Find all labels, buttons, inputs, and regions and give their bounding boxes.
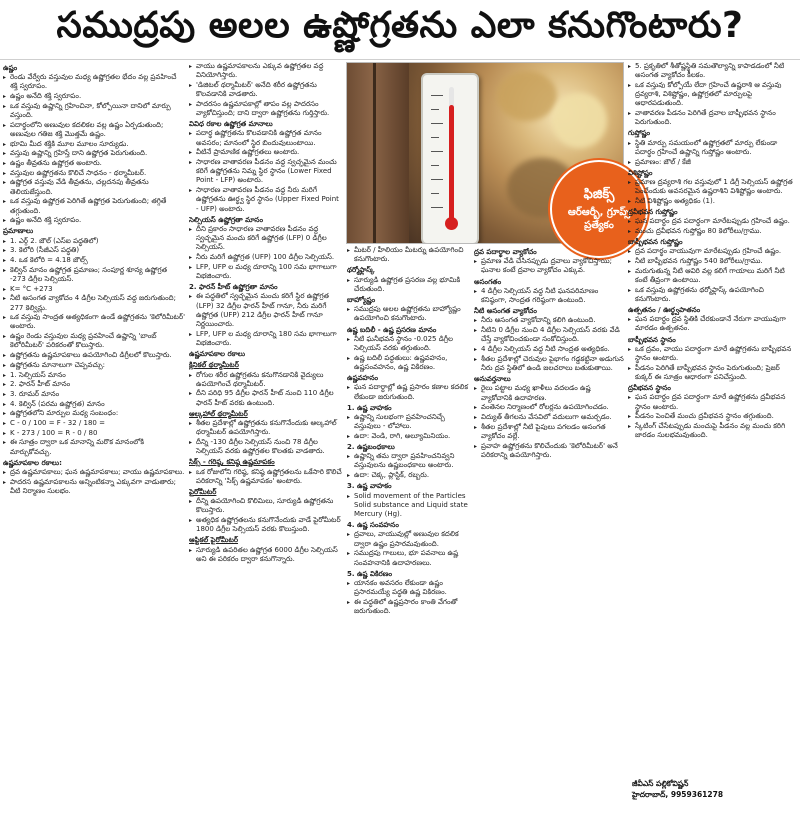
article-column-4 <box>474 246 624 810</box>
list-item: ▸ ప్రమాణం: జౌల్ / కేజీ <box>628 158 798 167</box>
list-item: ▸ ఘన పదార్థం ద్రవ పదార్థంగా మారేటప్పుడు గ్రహించే ఉష్ణం. <box>628 217 798 226</box>
list-item: ▸ స్థితి మార్పు సమయంలో ఉష్ణోగ్రతలో మార్పు లేకుండా పదార్థం గ్రహించే ఉష్ణాన్ని గుప్తోష్ణం అంటారు. <box>628 139 798 157</box>
list-item: ▸ ద్రవ పదార్థం వాయువుగా మారేటప్పుడు గ్రహించే ఉష్ణం. <box>628 247 798 256</box>
bullet-list <box>189 371 343 408</box>
section-heading: ప్రమాణాలు <box>3 227 34 236</box>
list-item: ▸ ఈ పద్ధతిలో స్వచ్ఛమైన మంచు కరిగే స్థిర ఉష్ణోగ్రత (LFP) 32 డిగ్రీల ఫారన్ హీట్ గానూ, నీరు మరిగే ఉష్ణోగ్రత (UFP) 212 డిగ్రీల ఫారన్ హీట్ గానూ నిర్ణయించారు. <box>189 292 343 329</box>
list-item: ▸ 3. కెలోరి (సీజీఎస్ పద్ధతి) <box>3 246 185 255</box>
list-item: ▸ వంతెనల నిర్మాణంలో రోలర్లను ఉపయోగించడం. <box>474 403 624 412</box>
list-item: ▸ పదార్థంలోని అణువుల కదలికల వల్ల ఉష్ణం ఏర్పడుతుంది; అణువుల గతిజ శక్తి మొత్తమే ఉష్ణం. <box>3 121 185 139</box>
list-item: ▸ శీతల ప్రదేశాల్లో నీటి పైపులు పగలడం అసంగత వ్యాకోచం వల్లే. <box>474 423 624 441</box>
bullet-list <box>189 292 343 348</box>
list-item: ▸ ఈ పద్ధతిలో ఉష్ణప్రసారం కాంతి వేగంతో జరుగుతుంది. <box>347 598 471 616</box>
section-heading: ఉష్ణమాపకాల రకాలు: <box>3 458 62 467</box>
list-item: ▸ 4 డిగ్రీల సెల్సియస్ వద్ద నీటి ఘనపరిమాణం కనిష్ఠంగా, సాంద్రత గరిష్ఠంగా ఉంటుంది. <box>474 287 624 305</box>
bullet-list <box>189 225 343 281</box>
bokeh-leaf <box>552 93 607 148</box>
bullet-list <box>347 383 471 401</box>
bullet-list <box>347 246 471 264</box>
list-item: ▸ ఘన పదార్థం ద్రవ పదార్థంగా మారే ఉష్ణోగ్రతను ద్రవీభవన స్థానం అంటారు. <box>628 393 798 411</box>
bullet-list <box>189 129 343 213</box>
list-item: ▸ వస్తువు ఉష్ణాన్ని గ్రహిస్తే దాని ఉష్ణోగ్రత పెరుగుతుంది. <box>3 149 185 158</box>
list-item: ▸ కెల్విన్ మానం ఉష్ణోగ్రత ప్రమాణం; సంపూర్ణ శూన్య ఉష్ణోగ్రత -273 డిగ్రీల సెల్సియస్. <box>3 266 185 284</box>
section-heading: సెల్సియస్ ఉష్ణోగ్రతా మానం <box>189 215 264 224</box>
article-column-3 <box>347 246 471 810</box>
author-name: జీవీఎస్ పల్లికోవిష్ణన్ <box>632 779 689 788</box>
list-item: ▸ రైలు పట్టాల మధ్య ఖాళీలు వదలడం ఉష్ణ వ్యాకోచానికి ఉదాహరణ. <box>474 384 624 402</box>
section-heading: విశిష్టోష్ణం <box>628 168 653 177</box>
section-heading: 3. ఉష్ణ వాహకం <box>347 482 392 491</box>
list-item: ▸ ఒక ద్రవం, వాయు పదార్థంగా మారే ఉష్ణోగ్రతను బాష్పీభవన స్థానం అంటారు. <box>628 345 798 363</box>
bullet-list <box>347 530 471 567</box>
section-heading: ఉష్ణ బదిలీ - ఉష్ణ ప్రసరణ మానం <box>347 325 437 334</box>
section-heading: ద్రవీభవన గుప్తోష్ణం <box>628 208 678 217</box>
section-heading: బాహ్యోష్ణం <box>347 296 376 305</box>
section-heading: గుప్తోష్ణం <box>628 129 651 138</box>
list-item: ▸ నీటి అసంగత వ్యాకోచం 4 డిగ్రీల సెల్సియస్ వద్ద జరుగుతుంది; 277 కెల్విన్లు. <box>3 294 185 312</box>
section-heading: 4. ఉష్ణ సంవహనం <box>347 521 399 530</box>
bullet-list <box>474 287 624 305</box>
section-heading: 1. ఉష్ణ వాహకం <box>347 403 392 412</box>
bullet-list <box>347 276 471 294</box>
scale-tick <box>431 207 443 208</box>
list-item: ▸ ఉష్ణోగ్రతను ఉష్ణమాపకాలు ఉపయోగించి డిగ్రీలలో కొలుస్తారు. <box>3 351 185 360</box>
sub-heading: సిక్స్ - గరిష్ఠ, కనిష్ఠ ఉష్ణమాపకం <box>189 458 275 467</box>
list-item: ▸ ఉష్ణం అనేది శక్తి స్వరూపం. <box>3 92 185 101</box>
scale-tick <box>431 179 443 180</box>
badge-special: ప్రత్యేకం <box>584 219 614 231</box>
bullet-list <box>628 217 798 236</box>
bullet-list <box>189 468 343 486</box>
list-item: ▸ నీటి విశిష్టోష్ణం అత్యధికం (1). <box>628 197 798 206</box>
bullet-list <box>474 384 624 460</box>
scale-tick <box>431 151 443 152</box>
section-heading: 2. ఫారన్ హీట్ ఉష్ణోగ్రతా మానం <box>189 283 278 292</box>
section-heading: బాష్పీభవన గుప్తోష్ణం <box>628 238 683 247</box>
bullet-list <box>628 139 798 167</box>
bullet-list <box>628 247 798 304</box>
bullet-list <box>347 492 471 520</box>
section-heading: ఉష్ణమాపకాల రకాలు <box>189 350 246 359</box>
list-item: ▸ శీతల ప్రదేశాల్లో చెరువుల పైభాగం గడ్డకట్టినా అడుగున నీరు ద్రవ స్థితిలో ఉండి జలచరాలు బతుకుతాయి. <box>474 355 624 373</box>
list-item: ▸ LFP, UFP ల మధ్య దూరాన్ని 100 సమ భాగాలుగా విభజించారు. <box>189 263 343 281</box>
section-heading: ఉష్ణం <box>3 64 18 72</box>
sub-heading: ఆప్టికల్ పైరోమీటర్ <box>189 536 239 545</box>
bullet-list <box>347 305 471 323</box>
bullet-list <box>347 452 471 480</box>
bullet-list <box>628 315 798 333</box>
list-item: ▸ 4. కెల్విన్ (పరమ ఉష్ణోగ్రత) మానం <box>3 400 185 409</box>
list-item: ▸ సూర్యుడి ఉపరితల ఉష్ణోగ్రత 6000 డిగ్రీల సెల్సియస్ అని ఈ పరికరం ద్వారా కనుగొన్నారు. <box>189 546 343 564</box>
list-item: ▸ 4. ఒక కెలోరి = 4.18 జౌల్స్ <box>3 256 185 265</box>
list-item: ▸ ఉష్ణం తీవ్రతను ఉష్ణోగ్రత అంటారు. <box>3 159 185 168</box>
list-item: ▸ 4 డిగ్రీల సెల్సియస్ వద్ద నీటి సాంద్రత అత్యధికం. <box>474 345 624 354</box>
thermometer-mercury <box>449 105 454 223</box>
list-item: ▸ 'డిజిటల్ థర్మామీటర్' అనేది శరీర ఉష్ణోగ్రతను కొలవడానికి వాడతారు. <box>189 81 343 99</box>
bullet-list <box>189 419 343 456</box>
list-item: ▸ రెండు వేర్వేరు వస్తువుల మధ్య ఉష్ణోగ్రతల భేదం వల్ల ప్రవహించే శక్తి స్వరూపం. <box>3 73 185 91</box>
section-heading: అసంగతం <box>474 277 502 286</box>
list-item: ▸ ఈ సూత్రం ద్వారా ఒక మానాన్ని మరొక మానంలోకి మార్చుకోవచ్చు. <box>3 438 185 456</box>
bullet-list <box>347 413 471 441</box>
list-item: ▸ ఒక వస్తువు కోల్పోయే లేదా గ్రహించే ఉష్ణరాశి ఆ వస్తువు ద్రవ్యరాశి, విశిష్టోష్ణం, ఉష్ణోగ్రతలో మార్పులపై ఆధారపడుతుంది. <box>628 81 798 109</box>
list-item: ▸ దీన్ని -130 డిగ్రీల సెల్సియస్ నుంచి 78 డిగ్రీల సెల్సియస్ వరకు ఉష్ణోగ్రతల కొలతకు వాడతారు. <box>189 438 343 456</box>
list-item: ▸ మీటర్ / హీలియం మీటర్ను ఉపయోగించి కనుగొంటారు. <box>347 246 471 264</box>
list-item: ▸ ఉష్ణోగ్రతలోని మార్పుల మధ్య సంబంధం: <box>3 409 185 418</box>
thermometer-bulb <box>445 217 458 230</box>
scale-tick <box>431 123 443 124</box>
bullet-list <box>3 237 185 457</box>
list-item: ▸ నీరు మరిగే ఉష్ణోగ్రత (UFP) 100 డిగ్రీల సెల్సియస్. <box>189 253 343 262</box>
badge-exams: ఆర్ఆర్బీ, గ్రూప్స్ <box>567 206 631 218</box>
bullet-list <box>189 546 343 564</box>
section-heading: అనువర్తనాలు <box>474 375 511 384</box>
list-item: ▸ వీటినే ప్రామాణిక ఉష్ణోగ్రతలు అంటారు. <box>189 148 343 157</box>
bokeh-leaf <box>497 71 557 121</box>
list-item: ▸ 3. రూమర్ మానం <box>3 390 185 399</box>
list-item: ▸ 2. ఫారన్ హీట్ మానం <box>3 380 185 389</box>
list-item: ▸ పదార్థ ఉష్ణోగ్రతను కొలవడానికి ఉష్ణోగ్రత మానం అవసరం; మానంలో స్థిర బిందువులుంటాయి. <box>189 129 343 147</box>
scale-tick <box>431 193 439 194</box>
list-item: ▸ ఒక వస్తువు ఉష్ణోగ్రత పెరిగితే ఉష్ణోగ్రత పెరుగుతుంది; తగ్గితే తగ్గుతుంది. <box>3 197 185 215</box>
bullet-list <box>628 345 798 382</box>
list-item: ▸ ప్రమాణ వేడి చేసినప్పుడు ద్రవాలు వ్యాకోచిస్తాయి; ఘనాల కంటే ద్రవాల వ్యాకోచం ఎక్కువ. <box>474 257 624 275</box>
bullet-list <box>628 393 798 440</box>
list-item: ▸ ఉష్ణం రెండు వస్తువుల మధ్య ప్రవహించే ఉష్ణాన్ని 'బాంబ్ కెలోరిమీటర్' పరికరంతో కొలుస్తారు. <box>3 332 185 350</box>
list-item: ▸ వస్తువుల ఉష్ణోగ్రతను కొలిచే సాధనం - థర్మామీటర్. <box>3 169 185 178</box>
list-item: ▸ పాదరసం ఉష్ణమాపకాల్లో తాపం వల్ల పాదరసం వ్యాకోచిస్తుంది; దాని ద్వారా ఉష్ణోగ్రతను గుర్తిస్తారు. <box>189 100 343 118</box>
list-item: ▸ సూర్యుడి ఉష్ణోగ్రత ప్రసరణ వల్ల భూమికి చేరుతుంది. <box>347 276 471 294</box>
article-column-5 <box>628 62 798 810</box>
list-item: ▸ పీడనం పెరిగితే బాష్పీభవన స్థానం పెరుగుతుంది; ప్రెజర్ కుక్కర్ ఈ సూత్రం ఆధారంగా పనిచేస్తుంది. <box>628 364 798 382</box>
list-item: ▸ LFP, UFP ల మధ్య దూరాన్ని 180 సమ భాగాలుగా విభజించారు. <box>189 330 343 348</box>
list-item: ▸ 1. సెల్సియస్ మానం <box>3 371 185 380</box>
list-item: ▸ నీటిని 0 డిగ్రీల నుంచి 4 డిగ్రీల సెల్సియస్ వరకు వేడి చేస్తే వ్యాకోచించకుండా సంకోచిస్తుంది. <box>474 326 624 344</box>
list-item: ▸ ద్రవాలు, వాయువుల్లో అణువుల కదలిక ద్వారా ఉష్ణం ప్రసారమవుతుంది. <box>347 530 471 548</box>
list-item: ▸ విద్యుత్ తీగలను వేసవిలో వదులుగా అమర్చడం. <box>474 413 624 422</box>
list-item: ▸ ఘన పదార్థం ద్రవ స్థితికి చేరకుండానే నేరుగా వాయువుగా మారడం ఉత్పతనం. <box>628 315 798 333</box>
bullet-list <box>474 257 624 275</box>
list-item: ▸ ఉష్ణం అనేది శక్తి స్వరూపం. <box>3 216 185 225</box>
bullet-list <box>347 335 471 372</box>
section-heading: వివిధ రకాల ఉష్ణోగ్రత మానాలు <box>189 120 273 129</box>
list-item: ▸ 1. ఎర్గ్ 2. జౌల్ (ఎస్ఐ పద్ధతిలో) <box>3 237 185 246</box>
list-item: ▸ ఉష్ణోగ్రత వస్తువు వేడి తీవ్రతను, చల్లదనపు తీవ్రతను తెలియజేస్తుంది. <box>3 178 185 196</box>
bullet-list <box>189 497 343 534</box>
list-item: ▸ సముద్రపు అలల ఉష్ణోగ్రతను బాహ్యోష్ణం ఉపయోగించి కనుగొంటారు. <box>347 305 471 323</box>
bullet-list <box>3 468 185 496</box>
list-item: ▸ K= °C +273 <box>3 285 185 294</box>
section-heading: ద్రవీభవన స్థానం <box>628 384 671 393</box>
list-item: ▸ వాయు ఉష్ణమాపకాలను ఎక్కువ ఉష్ణోగ్రతల వద్ద వినియోగిస్తారు. <box>189 62 343 80</box>
list-item: ▸ దీని ప్రకారం సాధారణ వాతావరణ పీడనం వద్ద స్వచ్ఛమైన మంచు కరిగే ఉష్ణోగ్రత (LFP) 0 డిగ్రీల సెల్సియస్. <box>189 225 343 253</box>
list-item: ▸ ఉదా: వెండి, రాగి, అల్యూమినియం. <box>347 432 471 441</box>
list-item: ▸ ద్రవ ఉష్ణమాపకాలు; ఘన ఉష్ణమాపకాలు; వాయు ఉష్ణమాపకాలు. <box>3 468 185 477</box>
scale-tick <box>431 95 443 96</box>
list-item: ▸ శీతల ప్రదేశాల్లో ఉష్ణోగ్రతను కనుగొనేందుకు ఆల్కహాల్ థర్మామీటర్ ఉపయోగిస్తారు. <box>189 419 343 437</box>
author-byline <box>632 778 792 808</box>
list-item: ▸ ఉదా: చెక్క, ప్లాస్టిక్, రబ్బరు. <box>347 471 471 480</box>
list-item: ▸ దీన్ని ఉపయోగించి కొలిమిలు, సూర్యుడి ఉష్ణోగ్రతను కొలుస్తారు. <box>189 497 343 515</box>
list-item: ▸ పీడనం పెంచితే మంచు ద్రవీభవన స్థానం తగ్గుతుంది. <box>628 412 798 421</box>
list-item: ▸ సాధారణ వాతావరణ పీడనం వద్ద స్వచ్ఛమైన మంచు కరిగే ఉష్ణోగ్రతను నిమ్న స్థిర స్థానం (Lower Fixed Point - LFP) అంటారు. <box>189 158 343 186</box>
list-item: ▸ ఒక వస్తువు సాంద్రత అత్యధికంగా ఉండే ఉష్ణోగ్రతను 'కెలోరిమీటర్' అంటారు. <box>3 313 185 331</box>
article-column-1 <box>3 62 185 810</box>
section-heading: ఉత్పతనం / ఊర్థ్వపాతనం <box>628 306 701 315</box>
list-item: ▸ పాదరస ఉష్ణమాపకాలను అన్నింటికన్నా ఎక్కువగా వాడుతారు; వీటి నిర్మాణం సులభం. <box>3 478 185 496</box>
bullet-list <box>189 62 343 118</box>
list-item: ▸ ఘన పదార్థాల్లో ఉష్ణ ప్రసారం కణాల కదలిక లేకుండా జరుగుతుంది. <box>347 383 471 401</box>
sub-heading: క్లినికల్ థర్మామీటర్ <box>189 361 239 370</box>
list-item: ▸ రోగుల శరీర ఉష్ణోగ్రతను కనుగొనడానికి వైద్యులు ఉపయోగించే థర్మామీటర్. <box>189 371 343 389</box>
list-item: ▸ వాతావరణ పీడనం పెరిగితే ద్రవాల బాష్పీభవన స్థానం పెరుగుతుంది. <box>628 109 798 127</box>
list-item: ▸ మరుగుతున్న నీటి ఆవిరి వల్ల కలిగే గాయాలు మరిగే నీటి కంటే తీవ్రంగా ఉంటాయి. <box>628 267 798 285</box>
list-item: ▸ నీరు అసంగత వ్యాకోచాన్ని కలిగి ఉంటుంది. <box>474 316 624 325</box>
sub-heading: పైరోమీటర్ <box>189 487 217 496</box>
wall-seam <box>373 63 376 244</box>
list-item: ▸ నీటి బాష్పీభవన గుప్తోష్ణం 540 కెలోరీలు/గ్రాము. <box>628 257 798 266</box>
list-item: ▸ సముద్రపు గాలులు, భూ పవనాలు ఉష్ణ సంవహనానికి ఉదాహరణలు. <box>347 549 471 567</box>
list-item: ▸ ప్రవాహ ఉష్ణోగ్రతను కొలిచేందుకు 'కెలోరిమీటర్' అనే పరికరాన్ని ఉపయోగిస్తారు. <box>474 442 624 460</box>
list-item: ▸ ఉష్ణోగ్రతను మానాలుగా చెప్పవచ్చు: <box>3 361 185 370</box>
bullet-list <box>628 62 798 127</box>
list-item: ▸ C - 0 / 100 = F - 32 / 180 = <box>3 419 185 428</box>
list-item: ▸ యానకం అవసరం లేకుండా ఉష్ణం ప్రసారమయ్యే పద్ధతి ఉష్ణ వికిరణం. <box>347 579 471 597</box>
scale-tick <box>431 137 439 138</box>
wall-panel <box>347 63 409 244</box>
section-heading: 2. ఉష్ణబంధకాలు <box>347 443 395 452</box>
badge-subject: ఫిజిక్స్ <box>583 186 615 202</box>
list-item: ▸ స్కేటింగ్ చేసేటప్పుడు మంచుపై పీడనం వల్ల మంచు కరిగి జారడం సులభమవుతుంది. <box>628 422 798 440</box>
scale-tick <box>431 165 439 166</box>
bullet-list <box>347 579 471 616</box>
thermometer-icon <box>421 73 479 244</box>
list-item: ▸ K - 273 / 100 = R - 0 / 80 <box>3 429 185 438</box>
page-title: సముద్రపు అలల ఉష్ణోగ్రతను ఎలా కనుగొంటారు? <box>0 0 800 60</box>
article-column-2 <box>189 62 343 810</box>
list-item: ▸ ఒక రోజులోని గరిష్ఠ, కనిష్ఠ ఉష్ణోగ్రతలను ఒకేసారి కొలిచే పరికరాన్ని 'సిక్స్ ఉష్ణమాపకం' అంటారు. <box>189 468 343 486</box>
section-heading: నీటి అసంగత వ్యాకోచం <box>474 307 537 316</box>
section-heading: 5. ఉష్ణ వికిరణం <box>347 569 393 578</box>
list-item: ▸ 5. ప్రకృతిలో శీతోష్ణస్థితి సమతౌల్యాన్ని కాపాడడంలో నీటి అసంగత వ్యాకోచం కీలకం. <box>628 62 798 80</box>
list-item: ▸ ఉష్ణాన్ని సులభంగా ప్రవహించనిచ్చే వస్తువులు - లోహాలు. <box>347 413 471 431</box>
list-item: ▸ భూమి మీద శక్తికి మూల మూలం సూర్యుడు. <box>3 140 185 149</box>
section-heading: బాష్పీభవన స్థానం <box>628 335 676 344</box>
bullet-list <box>3 73 185 225</box>
scale-tick <box>431 109 439 110</box>
list-item: ▸ ప్రమాణ ద్రవ్యరాశి గల వస్తువులో 1 డిగ్రీ సెల్సియస్ ఉష్ణోగ్రత పెంచేందుకు అవసరమైన ఉష్ణరాశిని విశిష్టోష్ణం అంటారు. <box>628 178 798 196</box>
section-heading: ఉష్ణవహనం <box>347 374 379 383</box>
bullet-list <box>628 178 798 206</box>
list-item: ▸ మంచు ద్రవీభవన గుప్తోష్ణం 80 కెలోరీలు/గ్రాము. <box>628 227 798 236</box>
list-item: ▸ అత్యధిక ఉష్ణోగ్రతలను కనుగొనేందుకు వాడే పైరోమీటర్ 1800 డిగ్రీల సెల్సియస్ వరకు కొలుస్తుంది. <box>189 516 343 534</box>
list-item: ▸ ఒక వస్తువు ఉష్ణాన్ని గ్రహించినా, కోల్పోయినా దానిలో మార్పు వస్తుంది. <box>3 102 185 120</box>
section-heading: ద్రవ పదార్థాల వ్యాకోచం <box>474 248 537 256</box>
list-item: ▸ నీటి ఘనీభవన స్థానం -0.025 డిగ్రీల సెల్సియస్ వరకు తగ్గుతుంది. <box>347 335 471 353</box>
list-item: ▸ దీని పరిధి 95 డిగ్రీల ఫారన్ హీట్ నుంచి 110 డిగ్రీల ఫారన్ హీట్ వరకు ఉంటుంది. <box>189 389 343 407</box>
list-item: ▸ Solid movement of the Particles Solid substance and Liquid state Mercury (Hg). <box>347 492 471 520</box>
list-item: ▸ సాధారణ వాతావరణ పీడనం వద్ద నీరు మరిగే ఉష్ణోగ్రతను ఊర్థ్వ స్థిర స్థానం (Upper Fixed Point - UFP) అంటారు. <box>189 186 343 214</box>
list-item: ▸ ఉష్ణ బదిలీ పద్ధతులు: ఉష్ణవహనం, ఉష్ణసంవహనం, ఉష్ణ వికిరణం. <box>347 354 471 372</box>
list-item: ▸ ఉష్ణాన్ని తమ ద్వారా ప్రవహించనివ్వని వస్తువులను ఉష్ణబంధకాలు అంటారు. <box>347 452 471 470</box>
bullet-list <box>474 316 624 373</box>
author-contact: హైదరాబాద్, 9959361278 <box>632 790 724 799</box>
list-item: ▸ ఒక వస్తువు ఉష్ణోగ్రతను థర్మోఫ్లాస్క్ ఉపయోగించి కనుగొంటారు. <box>628 286 798 304</box>
sub-heading: ఆల్కహాల్ థర్మామీటర్ <box>189 409 248 418</box>
section-heading: థర్మోఫ్లాస్క్ <box>347 266 375 275</box>
